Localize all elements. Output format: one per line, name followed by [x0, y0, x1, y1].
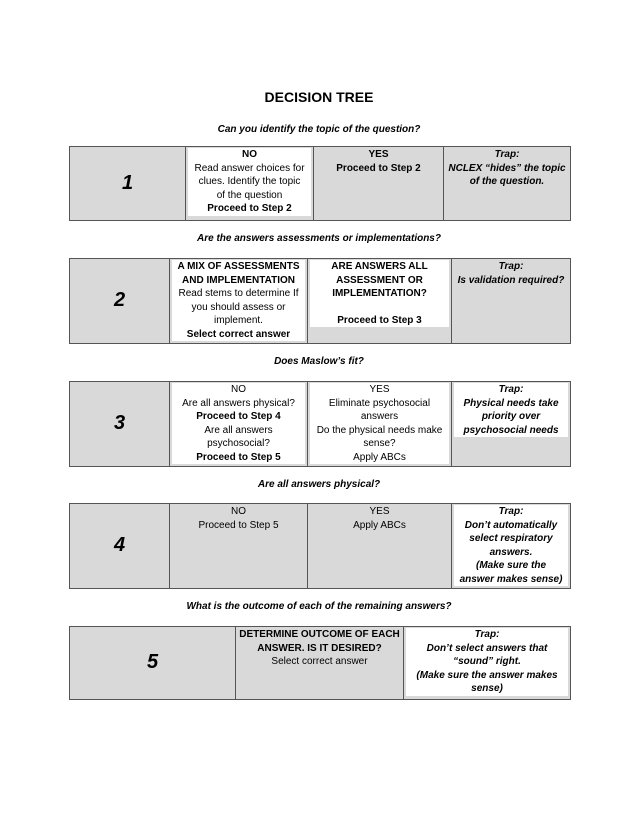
step-1-question: Can you identify the topic of the question?	[217, 124, 421, 135]
step-4-no-cell	[170, 504, 308, 589]
step-5-number: 5	[70, 627, 236, 700]
step-3-yes-text: Do the physical needs make	[316, 424, 443, 436]
step-2-trap-text: Is validation required?	[457, 274, 565, 286]
step-3-no-label: NO	[231, 384, 246, 395]
step-5-heading: ANSWER. IS IT DESIRED?	[257, 642, 382, 654]
step-4-trap-cell	[452, 504, 571, 589]
step-1-yes-action: Proceed to Step 2	[336, 162, 421, 174]
step-4-yes-cell	[308, 504, 452, 589]
step-2-no-text: you should assess or	[191, 301, 286, 313]
step-2-no-cell	[170, 259, 308, 344]
step-3-trap-text: psychosocial needs	[463, 424, 559, 436]
step-5-trap-text: (Make sure the answer makes	[416, 669, 558, 681]
step-3-yes-action: Apply ABCs	[353, 451, 406, 463]
step-1-trap-text: of the question.	[469, 176, 545, 187]
step-3-yes-label: YES	[369, 384, 390, 395]
step-2-yes-label: IMPLEMENTATION?	[332, 288, 427, 299]
step-3-yes-cell	[308, 382, 452, 467]
step-3-no-text: Are all answers	[204, 424, 273, 436]
step-1-trap-cell	[444, 147, 571, 221]
step-5-trap-text: Don’t select answers that	[426, 642, 548, 654]
step-3-number: 3	[70, 382, 170, 467]
step-2-trap-label: Trap:	[498, 261, 524, 272]
step-5-trap-text: “sound” right.	[453, 656, 521, 667]
step-2-no-text: implement.	[214, 315, 263, 326]
step-1-no-text: Read answer choices for	[194, 162, 305, 174]
step-3-no-action: Proceed to Step 5	[196, 451, 281, 463]
step-1-no-cell	[186, 147, 314, 221]
step-5-trap-label: Trap:	[474, 629, 500, 640]
step-5-trap-cell	[404, 627, 571, 700]
step-3-trap-label: Trap:	[498, 384, 524, 395]
step-2-question: Are the answers assessments or implementations?	[197, 233, 441, 244]
step-2-table	[69, 258, 571, 344]
step-4-trap-text: answer makes sense)	[459, 573, 563, 585]
step-1-trap-label: Trap:	[494, 149, 520, 160]
step-3-no-cell	[170, 382, 308, 467]
step-1-no-text: of the question	[216, 189, 283, 201]
step-4-trap-text: answers.	[489, 546, 533, 558]
step-1-yes-cell	[314, 147, 444, 221]
step-3-no-text: Are all answers physical?	[182, 397, 295, 409]
step-2-yes-cell	[308, 259, 452, 344]
step-3-no-action: Proceed to Step 4	[196, 411, 281, 422]
step-2-number: 2	[70, 259, 170, 344]
document-title: DECISION TREE	[264, 89, 374, 105]
step-3-trap-cell	[452, 382, 571, 467]
step-5-action: Select correct answer	[271, 656, 368, 667]
step-5-middle-cell	[236, 627, 404, 700]
step-5-heading: DETERMINE OUTCOME OF EACH	[239, 629, 400, 640]
step-2-no-label: A MIX OF ASSESSMENTS	[177, 261, 300, 272]
step-3-yes-text: sense?	[363, 438, 396, 449]
step-1-number: 1	[70, 147, 186, 221]
step-4-trap-label: Trap:	[498, 506, 524, 517]
step-3-trap-text: Physical needs take	[463, 397, 559, 409]
step-4-trap-text: select respiratory	[469, 533, 553, 544]
step-5-question: What is the outcome of each of the remaining answers?	[186, 601, 452, 612]
step-2-yes-action: Proceed to Step 3	[337, 314, 422, 326]
step-5-table	[69, 626, 571, 700]
step-4-trap-text: (Make sure the	[475, 560, 547, 571]
step-1-table	[69, 146, 571, 221]
step-1-no-action: Proceed to Step 2	[207, 203, 292, 214]
step-3-no-text: psychosocial?	[207, 438, 270, 449]
step-2-trap-cell	[452, 259, 571, 344]
step-2-no-text: Read stems to determine If	[178, 288, 299, 299]
step-1-no-label: NO	[242, 149, 257, 160]
step-5-trap-text: sense)	[471, 683, 503, 694]
step-1-no-text: clues. Identify the topic	[198, 176, 301, 187]
step-3-table	[69, 381, 571, 467]
step-4-question: Are all answers physical?	[257, 479, 381, 490]
step-2-no-label: AND IMPLEMENTATION	[182, 274, 295, 286]
step-4-table	[69, 503, 571, 589]
step-1-yes-label: YES	[368, 149, 389, 160]
step-4-yes-label: YES	[369, 506, 390, 517]
step-3-yes-text: answers	[360, 411, 399, 422]
step-4-number: 4	[70, 504, 170, 589]
step-4-yes-action: Apply ABCs	[353, 519, 406, 531]
step-4-trap-text: Don’t automatically	[464, 519, 558, 531]
step-2-yes-label: ARE ANSWERS ALL	[331, 261, 428, 272]
step-2-no-action: Select correct answer	[186, 328, 291, 340]
step-4-no-label: NO	[231, 506, 246, 517]
step-4-no-action: Proceed to Step 5	[198, 519, 279, 531]
step-3-trap-text: priority over	[481, 411, 541, 422]
step-1-trap-text: NCLEX “hides” the topic	[448, 162, 566, 174]
step-3-question: Does Maslow’s fit?	[274, 356, 364, 367]
step-2-yes-label: ASSESSMENT OR	[336, 274, 423, 286]
step-3-yes-text: Eliminate psychosocial	[328, 397, 431, 409]
